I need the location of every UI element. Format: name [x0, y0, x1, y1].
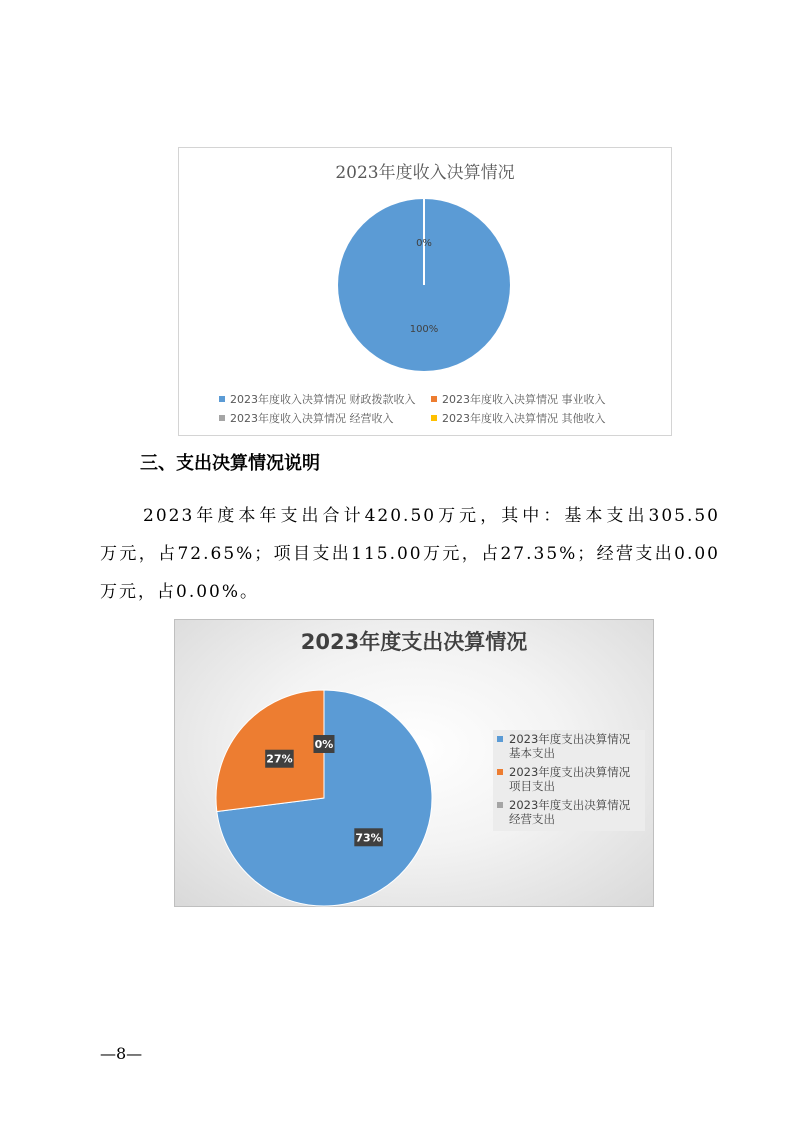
- income-legend-item-3: 2023年度收入决算情况 经营收入: [219, 410, 394, 426]
- expenditure-chart-title: 2023年度支出决算情况: [300, 630, 528, 654]
- svg-text:100%: 100%: [409, 324, 439, 335]
- data-label-2: [410, 324, 439, 335]
- income-chart-title: 2023年度收入决算情况: [335, 163, 515, 183]
- svg-text:0%: 0%: [416, 238, 432, 249]
- legend-swatch: [497, 736, 503, 742]
- page-number: —8—: [100, 1044, 143, 1063]
- income-legend-item-1: 2023年度收入决算情况 财政拨款收入: [219, 391, 416, 407]
- data-label-1: [354, 828, 383, 846]
- data-label-3: [314, 735, 335, 753]
- expenditure-legend-item-2: 2023年度支出决算情况 项目支出: [495, 765, 643, 793]
- legend-swatch: [497, 769, 503, 775]
- svg-text:27%: 27%: [266, 752, 293, 766]
- legend-swatch: [219, 415, 225, 421]
- paragraph-line-1: 2023年度本年支出合计420.50万元，其中：基本支出305.50: [143, 506, 720, 526]
- legend-swatch: [219, 396, 225, 402]
- expenditure-legend-item-3: 2023年度支出决算情况 经营支出: [495, 798, 643, 826]
- expenditure-legend: [493, 730, 645, 831]
- section-heading: 三、支出决算情况说明: [140, 453, 320, 474]
- svg-text:0%: 0%: [314, 738, 334, 751]
- data-label-2: [265, 750, 294, 768]
- expenditure-pie-chart: [174, 619, 654, 907]
- paragraph-line-2: 万元，占72.65%；项目支出115.00万元，占27.35%；经营支出0.00: [100, 544, 720, 564]
- data-label-1: [416, 238, 432, 249]
- income-pie-chart: [178, 147, 672, 436]
- legend-swatch: [431, 415, 437, 421]
- paragraph-line-3: 万元，占0.00%。: [100, 582, 260, 602]
- legend-swatch: [431, 396, 437, 402]
- svg-text:73%: 73%: [355, 831, 382, 845]
- income-legend-item-2: 2023年度收入决算情况 事业收入: [431, 391, 606, 407]
- legend-swatch: [497, 802, 503, 808]
- income-legend-item-4: 2023年度收入决算情况 其他收入: [431, 410, 606, 426]
- expenditure-legend-item-1: 2023年度支出决算情况 基本支出: [495, 732, 643, 760]
